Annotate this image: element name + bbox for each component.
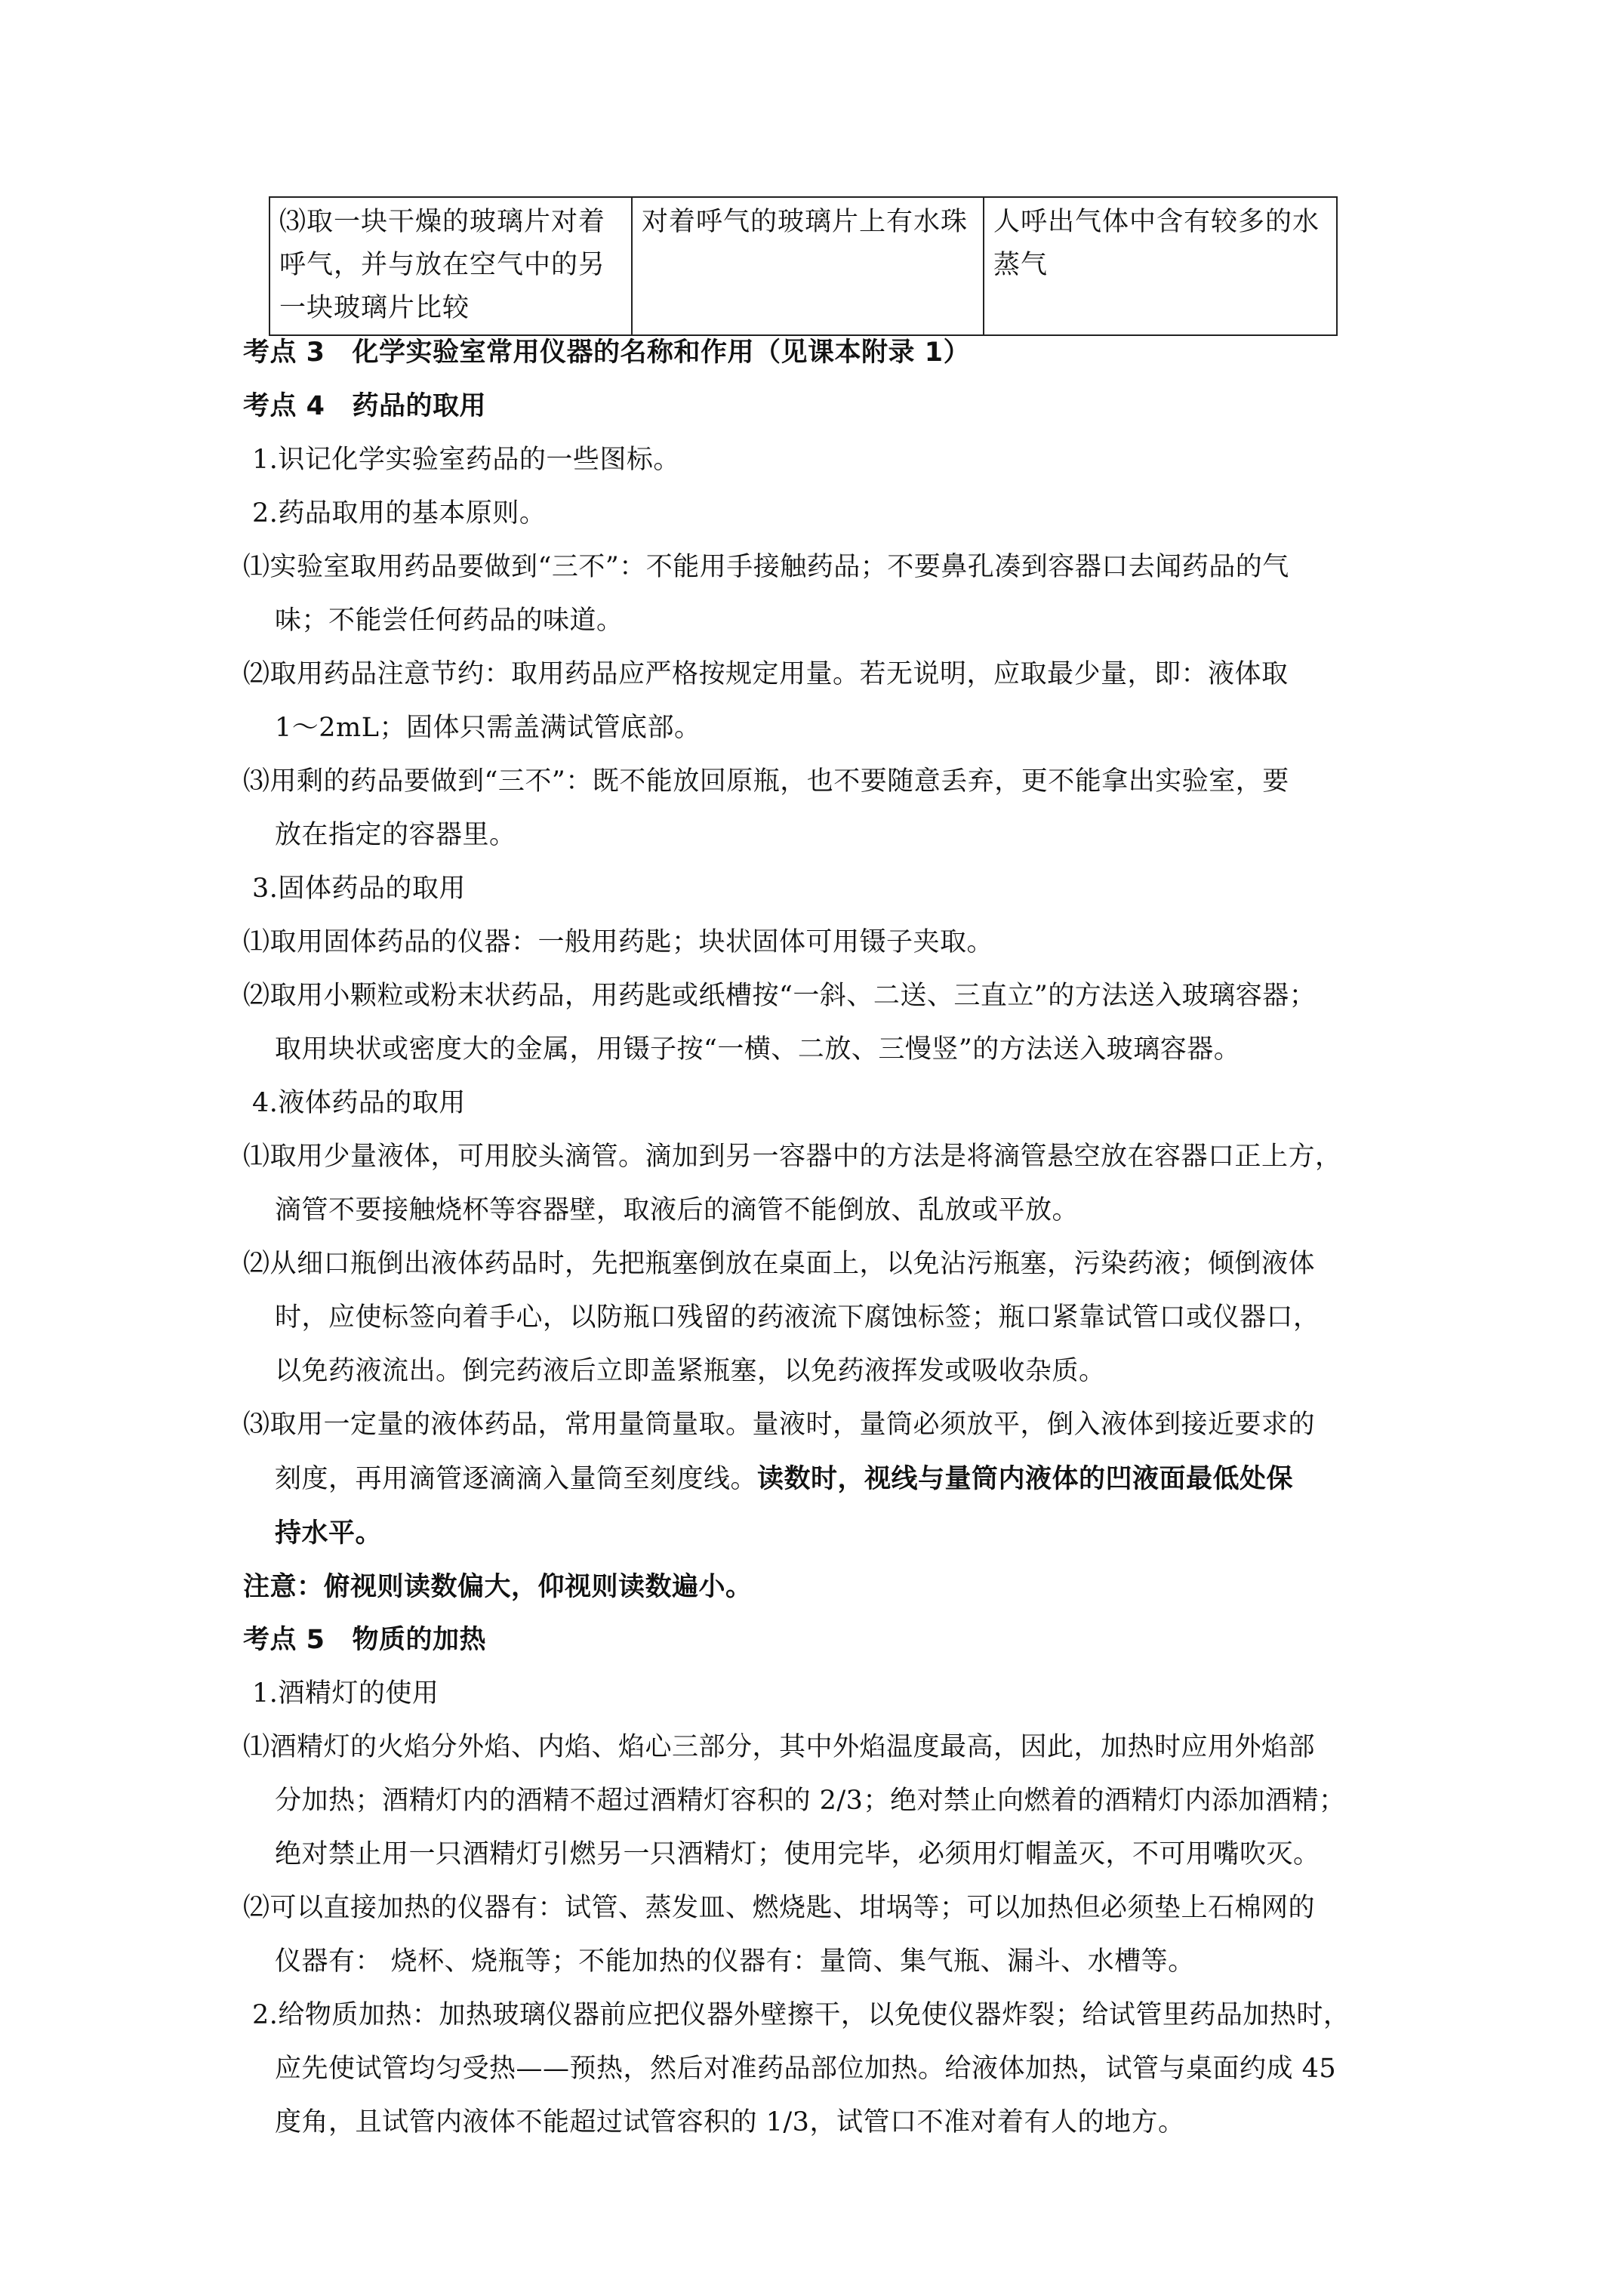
paragraph: ⑵取用小颗粒或粉末状药品，用药匙或纸槽按“一斜、二送、三直立”的方法送入玻璃容器； bbox=[243, 981, 1317, 1011]
heading-title: 药品的取用 bbox=[352, 391, 487, 421]
section-heading-k5 bbox=[243, 1613, 1390, 1667]
paragraph: 1.识记化学实验室药品的一些图标。 bbox=[252, 445, 680, 475]
paragraph: 持水平。 bbox=[275, 1518, 383, 1549]
paragraph: ⑵从细口瓶倒出液体药品时，先把瓶塞倒放在桌面上，以免沾污瓶塞，污染药液；倾倒液体 bbox=[243, 1249, 1316, 1279]
heading-number: 考点 4 bbox=[243, 391, 325, 421]
paragraph: ⑴取用少量液体，可用胶头滴管。滴加到另一容器中的方法是将滴管悬空放在容器口正上方， bbox=[243, 1142, 1342, 1172]
table-cell-conclusion: 人呼出气体中含有较多的水蒸气 bbox=[984, 197, 1337, 335]
heading-title: 化学实验室常用仪器的名称和作用（见课本附录 1） bbox=[352, 337, 971, 368]
paragraph: ⑴实验室取用药品要做到“三不”：不能用手接触药品；不要鼻孔凑到容器口去闻药品的气 bbox=[243, 552, 1289, 582]
paragraph: 度角，且试管内液体不能超过试管容积的 1/3，试管口不准对着有人的地方。 bbox=[275, 2107, 1185, 2137]
paragraph: 时，应使标签向着手心，以防瓶口残留的药液流下腐蚀标签；瓶口紧靠试管口或仪器口， bbox=[275, 1302, 1320, 1333]
paragraph: ⑶取用一定量的液体药品，常用量筒量取。量液时，量筒必须放平，倒入液体到接近要求的 bbox=[243, 1410, 1316, 1440]
heading-title: 物质的加热 bbox=[352, 1625, 487, 1655]
table-cell-phenomenon: 对着呼气的玻璃片上有水珠 bbox=[632, 197, 984, 335]
bold-text: 读数时，视线与量筒内液体的凹液面最低处保 bbox=[757, 1463, 1294, 1494]
paragraph: 分加热；酒精灯内的酒精不超过酒精灯容积的 2/3；绝对禁止向燃着的酒精灯内添加酒精； bbox=[275, 1786, 1346, 1816]
paragraph: 滴管不要接触烧杯等容器壁，取液后的滴管不能倒放、乱放或平放。 bbox=[275, 1195, 1079, 1225]
heading-number: 考点 3 bbox=[243, 337, 325, 368]
paragraph: 2.给物质加热：加热玻璃仪器前应把仪器外壁擦干，以免使仪器炸裂；给试管里药品加热时， bbox=[252, 2000, 1350, 2030]
experiment-table bbox=[269, 196, 1338, 336]
paragraph: 以免药液流出。倒完药液后立即盖紧瓶塞，以免药液挥发或吸收杂质。 bbox=[275, 1356, 1106, 1386]
document-body bbox=[243, 326, 1390, 2150]
paragraph: ⑵取用药品注意节约：取用药品应严格按规定用量。若无说明，应取最少量，即：液体取 bbox=[243, 659, 1289, 689]
paragraph: 2.药品取用的基本原则。 bbox=[252, 498, 547, 529]
table-cell-step: ⑶取一块干燥的玻璃片对着呼气，并与放在空气中的另一块玻璃片比较 bbox=[269, 197, 632, 335]
paragraph: ⑴酒精灯的火焰分外焰、内焰、焰心三部分，其中外焰温度最高，因此，加热时应用外焰部 bbox=[243, 1732, 1316, 1762]
paragraph: 取用块状或密度大的金属，用镊子按“一横、二放、三慢竖”的方法送入玻璃容器。 bbox=[275, 1034, 1241, 1065]
note: 注意：俯视则读数偏大，仰视则读数遍小。 bbox=[243, 1571, 753, 1602]
heading-number: 考点 5 bbox=[243, 1625, 325, 1655]
paragraph: 放在指定的容器里。 bbox=[275, 820, 516, 850]
paragraph: 仪器有： 烧杯、烧瓶等；不能加热的仪器有：量筒、集气瓶、漏斗、水槽等。 bbox=[275, 1946, 1195, 1977]
paragraph bbox=[243, 1452, 1390, 1506]
paragraph: 1～2mL；固体只需盖满试管底部。 bbox=[275, 713, 701, 743]
section-heading-k3 bbox=[243, 326, 1390, 380]
paragraph: 1.酒精灯的使用 bbox=[252, 1678, 439, 1709]
paragraph: ⑶用剩的药品要做到“三不”：既不能放回原瓶，也不要随意丢弃，更不能拿出实验室，要 bbox=[243, 766, 1289, 797]
table-row bbox=[269, 197, 1337, 335]
paragraph: 应先使试管均匀受热——预热，然后对准药品部位加热。给液体加热，试管与桌面约成 45 bbox=[275, 2054, 1337, 2084]
plain-text: 刻度，再用滴管逐滴滴入量筒至刻度线。 bbox=[275, 1464, 758, 1494]
paragraph: 3.固体药品的取用 bbox=[252, 874, 466, 904]
section-heading-k4 bbox=[243, 380, 1390, 433]
paragraph: ⑵可以直接加热的仪器有：试管、蒸发皿、燃烧匙、坩埚等；可以加热但必须垫上石棉网的 bbox=[243, 1893, 1316, 1923]
paragraph: 绝对禁止用一只酒精灯引燃另一只酒精灯；使用完毕，必须用灯帽盖灭，不可用嘴吹灭。 bbox=[275, 1839, 1320, 1869]
paragraph: 味；不能尝任何药品的味道。 bbox=[275, 606, 624, 636]
paragraph: 4.液体药品的取用 bbox=[252, 1088, 466, 1118]
paragraph: ⑴取用固体药品的仪器：一般用药匙；块状固体可用镊子夹取。 bbox=[243, 927, 994, 957]
